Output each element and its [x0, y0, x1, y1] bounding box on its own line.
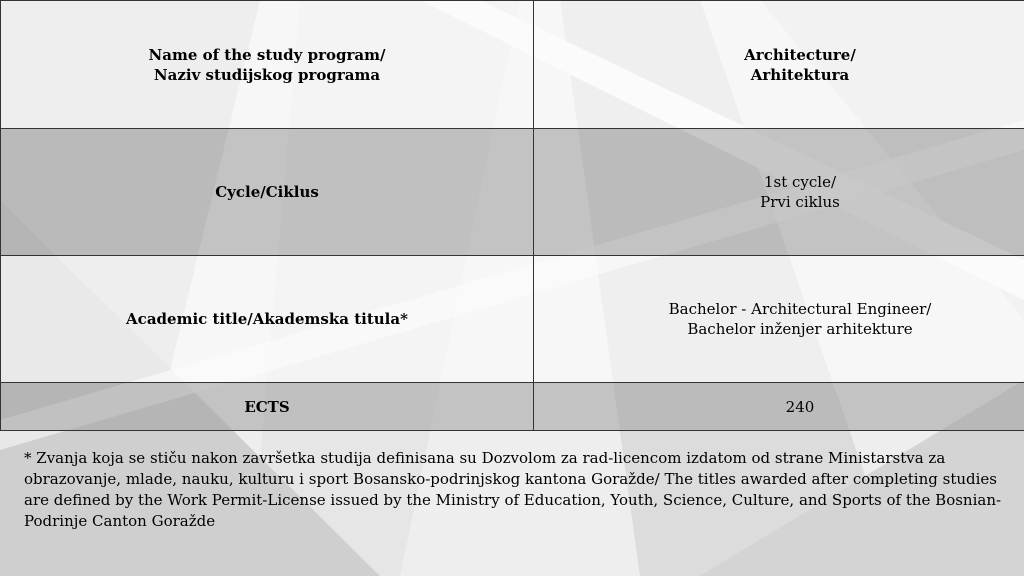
footnote: * Zvanja koja se stiču nakon završetka studija definisana su Dozvolom za rad-licencom izdatom od strane Ministarstva za obrazovanje, mlade, nauku, kulturu i sport Bosansko-podrinjskog kantona Goražde/ The titles awarded after completing studies are defined by the Work Permit-License issued by the Ministry of Education, Youth, Science, Culture, and Sports of the Bosnian-Podrinje Canton Goražde	[24, 449, 1002, 530]
table-row	[1, 383, 1024, 431]
academic-title-label	[1, 256, 534, 383]
label-line: Academic title/Akademska titula*	[126, 310, 408, 328]
table-row	[1, 1, 1024, 129]
value-line: Bachelor inženjer arhitekture	[687, 320, 913, 338]
ects-label	[1, 383, 534, 431]
label-line: Cycle/Ciklus	[215, 183, 319, 201]
value-line: Architecture/	[744, 45, 856, 64]
table-row	[1, 256, 1024, 383]
ects-value	[534, 383, 1024, 431]
academic-title-value	[534, 256, 1024, 383]
value-line: 1st cycle/	[763, 173, 837, 191]
value-line: Arhitektura	[750, 65, 850, 84]
value-line: 240	[785, 397, 815, 416]
label-line: Naziv studijskog programa	[153, 65, 381, 84]
value-line: Prvi ciklus	[760, 193, 840, 211]
cycle-value	[534, 129, 1024, 256]
label-line: ECTS	[244, 397, 290, 416]
cycle-label	[1, 129, 534, 256]
study-program-label	[1, 1, 534, 129]
label-line: Name of the study program/	[148, 45, 386, 64]
value-line: Bachelor - Architectural Engineer/	[668, 300, 932, 318]
study-program-value	[534, 1, 1024, 129]
table-row	[1, 129, 1024, 256]
